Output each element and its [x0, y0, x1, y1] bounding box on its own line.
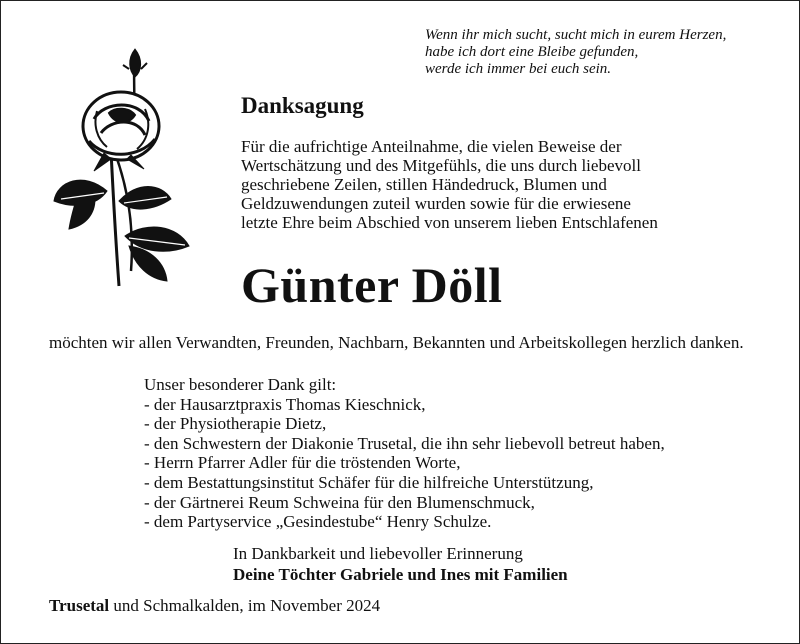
special-thanks-title: Unser besonderer Dank gilt:: [144, 375, 337, 394]
poem: [425, 27, 785, 78]
place-name: Trusetal: [49, 596, 110, 615]
intro-line: Wertschätzung und des Mitgefühls, die uns durch liebevoll: [241, 156, 641, 175]
closing-line: In Dankbarkeit und liebevoller Erinnerung: [233, 544, 523, 563]
list-item: - den Schwestern der Diakonie Trusetal, die ihn sehr liebevoll betreut haben,: [144, 433, 665, 453]
deceased-name: Günter Döll: [241, 257, 503, 313]
special-thanks-list: [144, 375, 764, 532]
place-date-rest: und Schmalkalden, im November 2024: [109, 596, 381, 615]
list-item: - der Hausarztpraxis Thomas Kieschnick,: [144, 394, 426, 414]
place-date: [49, 596, 380, 616]
intro-line: letzte Ehre beim Abschied von unserem lieben Entschlafenen: [241, 213, 658, 232]
poem-line: habe ich dort eine Bleibe gefunden,: [425, 44, 639, 60]
signature: Deine Töchter Gabriele und Ines mit Familien: [233, 565, 568, 584]
poem-line: Wenn ihr mich sucht, sucht mich in eurem Herzen,: [425, 27, 727, 43]
list-item: - Herrn Pfarrer Adler für die tröstenden Worte,: [144, 453, 461, 473]
intro-text: [241, 137, 761, 232]
list-item: - dem Partyservice „Gesindestube“ Henry Schulze.: [144, 512, 492, 532]
list-item: - dem Bestattungsinstitut Schäfer für die hilfreiche Unterstützung,: [144, 472, 594, 492]
list-item: - der Physiotherapie Dietz,: [144, 414, 327, 434]
notice-heading: Danksagung: [241, 93, 364, 118]
poem-line: werde ich immer bei euch sein.: [425, 61, 612, 77]
rose-icon: [49, 41, 199, 291]
intro-line: Geldzuwendungen zuteil wurden sowie für die erwiesene: [241, 194, 631, 213]
thanks-text: möchten wir allen Verwandten, Freunden, Nachbarn, Bekannten und Arbeitskollegen herzlich danken.: [49, 333, 744, 352]
intro-line: Für die aufrichtige Anteilnahme, die vielen Beweise der: [241, 137, 622, 156]
closing-block: [233, 543, 568, 585]
intro-line: geschriebene Zeilen, stillen Händedruck, Blumen und: [241, 175, 607, 194]
list-item: - der Gärtnerei Reum Schweina für den Blumenschmuck,: [144, 492, 535, 512]
